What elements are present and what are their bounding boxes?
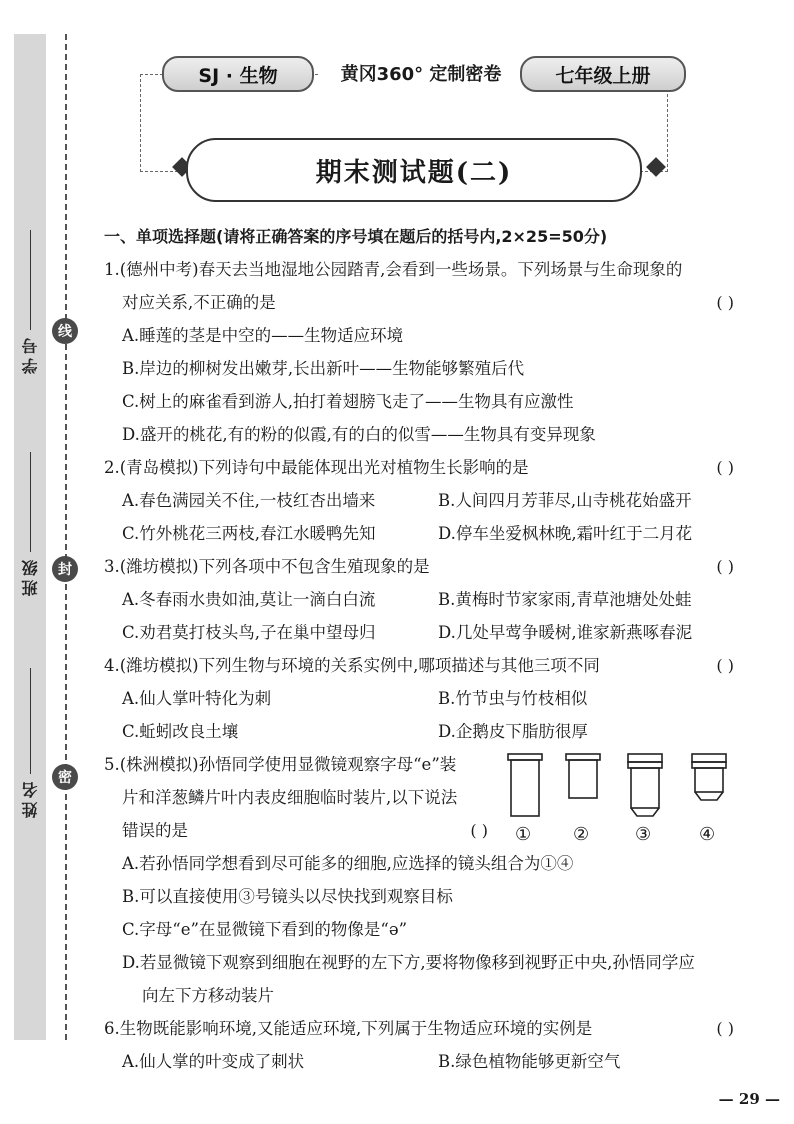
class-rule xyxy=(30,452,31,552)
q3-option-b: B.黄梅时节家家雨,青草池塘处处蛙 xyxy=(438,590,692,609)
q1-stem-line1: 1.(德州中考)春天去当地湿地公园踏青,会看到一些场景。下列场景与生命现象的 xyxy=(104,260,683,279)
q3-option-c: C.劝君莫打枝头鸟,子在巢中望母归 xyxy=(122,623,376,642)
section-heading: 一、单项选择题(请将正确答案的序号填在题后的括号内,2×25=50分) xyxy=(104,227,608,246)
class-field xyxy=(16,452,44,596)
q2-option-d: D.停车坐爱枫林晚,霜叶红于二月花 xyxy=(438,524,693,543)
q1-option-a: A.睡莲的茎是中空的——生物适应环境 xyxy=(122,326,404,345)
page-title: 期末测试题(二) xyxy=(186,138,642,202)
q6-options-row1 xyxy=(104,1045,744,1078)
q6-option-b: B.绿色植物能够更新空气 xyxy=(438,1052,621,1071)
q5-option-c: C.字母“e”在显微镜下看到的物像是“ə” xyxy=(122,920,408,939)
lens-figure xyxy=(500,752,750,824)
lens-label-3: ③ xyxy=(635,824,652,845)
q4-option-d: D.企鹅皮下脂肪很厚 xyxy=(438,722,588,741)
q6-option-a: A.仙人掌的叶变成了刺状 xyxy=(122,1052,305,1071)
cut-line xyxy=(65,34,67,1040)
q5-stem-text: 错误的是 xyxy=(122,821,188,840)
name-field xyxy=(16,668,44,818)
series-title: 黄冈360° 定制密卷 xyxy=(318,58,524,88)
seal-secret: 密 xyxy=(52,764,78,790)
eyepiece-long-icon xyxy=(508,754,542,816)
q6-stem xyxy=(104,1012,744,1045)
page-number: — 29 — xyxy=(718,1090,780,1108)
q4-option-b: B.竹节虫与竹枝相似 xyxy=(438,689,588,708)
lens-label-4: ④ xyxy=(699,824,716,845)
lens-label-2: ② xyxy=(573,824,590,845)
q2-options-row1 xyxy=(104,484,744,517)
q2-stem xyxy=(104,451,744,484)
q5-option-a: A.若孙悟同学想看到尽可能多的细胞,应选择的镜头组合为①④ xyxy=(122,854,574,873)
q2-options-row2 xyxy=(104,517,744,550)
q6-stem-text: 6.生物既能影响环境,又能适应环境,下列属于生物适应环境的实例是 xyxy=(104,1019,593,1038)
q2-option-c: C.竹外桃花三两枝,春江水暖鸭先知 xyxy=(122,524,376,543)
q5-option-d-line2: 向左下方移动装片 xyxy=(142,986,274,1005)
subject-badge: SJ · 生物 xyxy=(162,56,314,92)
q5-stem-line1: 5.(株洲模拟)孙悟同学使用显微镜观察字母“e”装 xyxy=(104,755,457,774)
q1-option-c: C.树上的麻雀看到游人,拍打着翅膀飞走了——生物具有应激性 xyxy=(122,392,574,411)
q3-stem-text: 3.(潍坊模拟)下列各项中不包含生殖现象的是 xyxy=(104,557,430,576)
student-id-field xyxy=(16,230,44,374)
q1-option-b: B.岸边的柳树发出嫩芽,长出新叶——生物能够繁殖后代 xyxy=(122,359,525,378)
q4-answer-bracket[interactable]: ( ) xyxy=(716,656,734,675)
student-id-label: 学号 xyxy=(20,334,40,374)
q4-stem-text: 4.(潍坊模拟)下列生物与环境的关系实例中,哪项描述与其他三项不同 xyxy=(104,656,600,675)
seal-seal: 封 xyxy=(52,556,78,582)
q5-option-d-line1: D.若显微镜下观察到细胞在视野的左下方,要将物像移到视野正中央,孙悟同学应 xyxy=(122,953,695,972)
q3-options-row1 xyxy=(104,583,744,616)
question-list xyxy=(104,220,744,1078)
q4-option-a: A.仙人掌叶特化为刺 xyxy=(122,689,272,708)
seal-line: 线 xyxy=(52,318,78,344)
student-id-rule xyxy=(30,230,31,330)
q2-option-a: A.春色满园关不住,一枝红杏出墙来 xyxy=(122,491,376,510)
q5-answer-bracket[interactable]: ( ) xyxy=(470,821,488,840)
q3-answer-bracket[interactable]: ( ) xyxy=(716,557,734,576)
q4-stem xyxy=(104,649,744,682)
q1-stem-line2 xyxy=(104,286,744,319)
q4-options-row2 xyxy=(104,715,744,748)
q3-option-d: D.几处早莺争暖树,谁家新燕啄春泥 xyxy=(438,623,693,642)
q2-option-b: B.人间四月芳菲尽,山寺桃花始盛开 xyxy=(438,491,692,510)
objective-long-icon xyxy=(628,754,662,816)
class-label: 班级 xyxy=(20,556,40,596)
q1-option-d: D.盛开的桃花,有的粉的似霞,有的白的似雪——生物具有变异现象 xyxy=(122,425,596,444)
q1-answer-bracket[interactable]: ( ) xyxy=(716,293,734,312)
q4-option-c: C.蚯蚓改良土壤 xyxy=(122,722,239,741)
q5-stem-line2: 片和洋葱鳞片叶内表皮细胞临时装片,以下说法 xyxy=(122,788,458,807)
q3-option-a: A.冬春雨水贵如油,莫让一滴白白流 xyxy=(122,590,376,609)
objective-short-icon xyxy=(692,754,726,800)
q6-answer-bracket[interactable]: ( ) xyxy=(716,1019,734,1038)
q3-stem xyxy=(104,550,744,583)
q3-options-row2 xyxy=(104,616,744,649)
grade-badge: 七年级上册 xyxy=(520,56,686,92)
name-label: 姓名 xyxy=(20,778,40,818)
lens-label-1: ① xyxy=(515,824,532,845)
eyepiece-short-icon xyxy=(566,754,600,798)
q2-stem-text: 2.(青岛模拟)下列诗句中最能体现出光对植物生长影响的是 xyxy=(104,458,529,477)
name-rule xyxy=(30,668,31,774)
q2-answer-bracket[interactable]: ( ) xyxy=(716,458,734,477)
q1-stem-text: 对应关系,不正确的是 xyxy=(122,293,276,312)
q5-option-b: B.可以直接使用③号镜头以尽快找到观察目标 xyxy=(122,887,453,906)
q4-options-row1 xyxy=(104,682,744,715)
